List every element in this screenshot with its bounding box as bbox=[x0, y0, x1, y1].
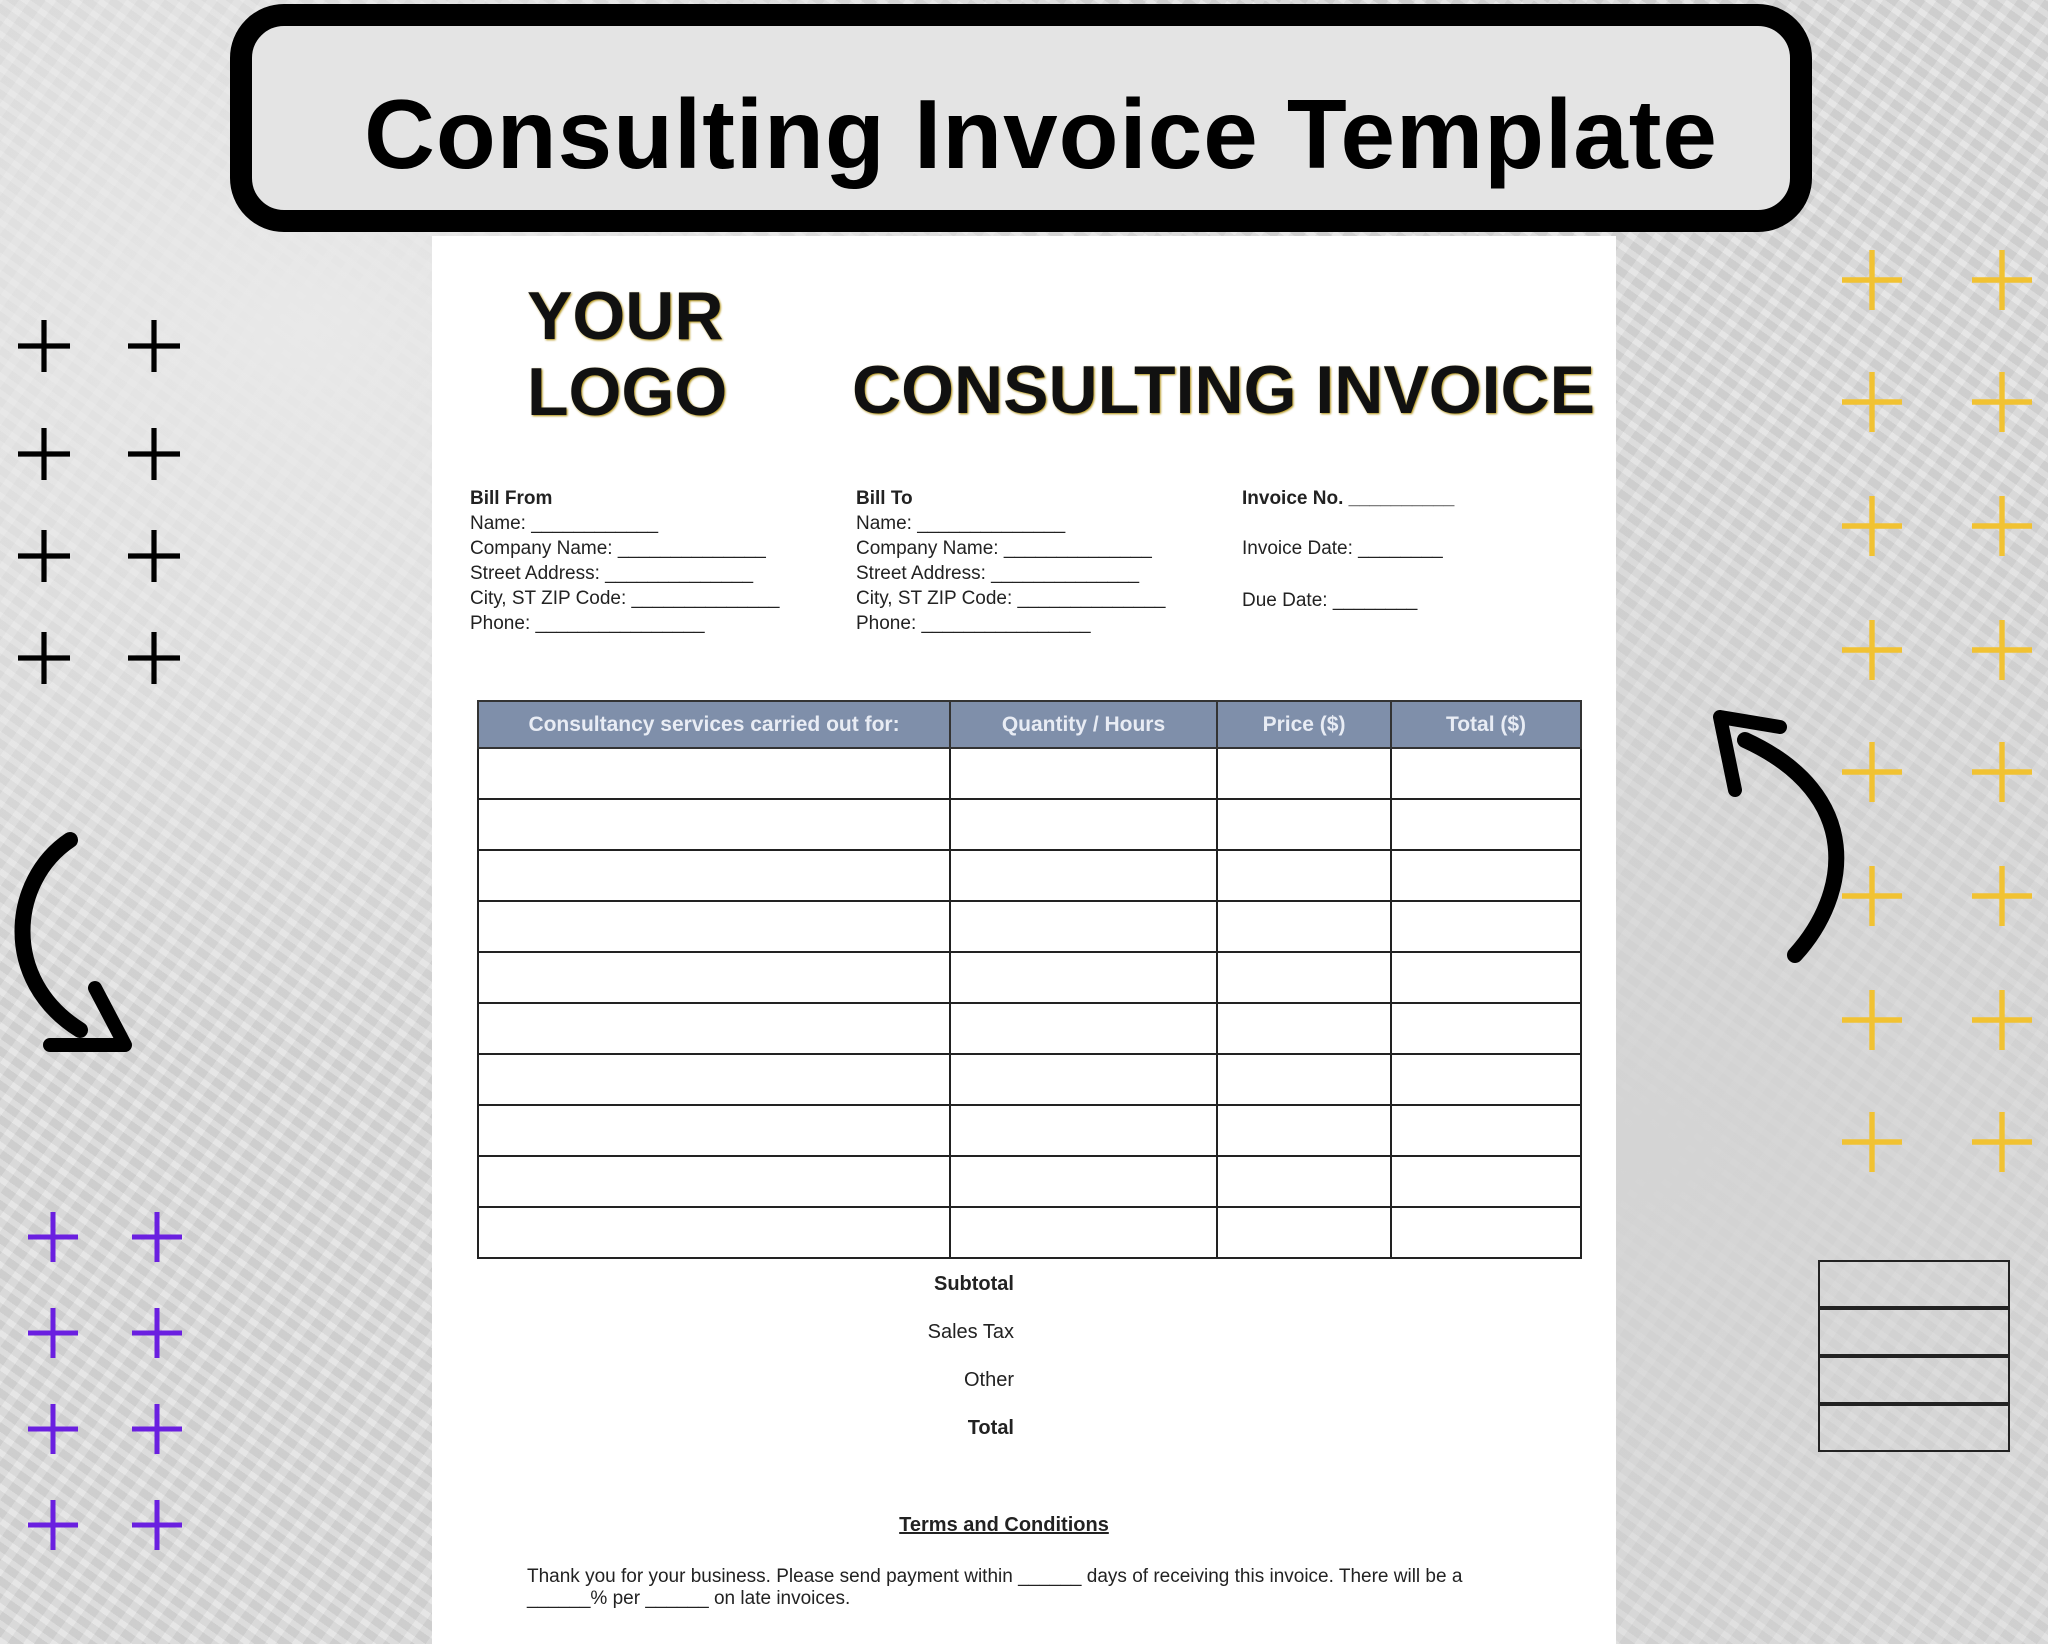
table-row bbox=[478, 748, 1581, 799]
table-cell[interactable] bbox=[478, 799, 950, 850]
table-cell[interactable] bbox=[1217, 850, 1391, 901]
table-body bbox=[478, 748, 1581, 1258]
logo-placeholder bbox=[527, 278, 727, 430]
bill-from-block bbox=[470, 486, 780, 636]
table-cell[interactable] bbox=[1217, 1156, 1391, 1207]
invoice-number: Invoice No. __________ bbox=[1242, 488, 1455, 509]
subtotal-label: Subtotal bbox=[934, 1273, 1014, 1295]
header-services: Consultancy services carried out for: bbox=[478, 701, 950, 748]
table-header-row bbox=[478, 701, 1581, 748]
sales-tax-box[interactable] bbox=[1818, 1308, 2010, 1356]
table-cell[interactable] bbox=[1217, 952, 1391, 1003]
plus-icon bbox=[1972, 866, 2032, 926]
table-cell[interactable] bbox=[478, 1207, 950, 1258]
table-row bbox=[478, 799, 1581, 850]
curved-arrow-down-right-icon bbox=[0, 830, 140, 1060]
plus-icon bbox=[28, 1308, 78, 1358]
table-cell[interactable] bbox=[1217, 799, 1391, 850]
plus-icon bbox=[1842, 866, 1902, 926]
table-cell[interactable] bbox=[1391, 1003, 1581, 1054]
plus-icon bbox=[1842, 1112, 1902, 1172]
plus-icon bbox=[1842, 990, 1902, 1050]
table-cell[interactable] bbox=[950, 1105, 1217, 1156]
table-cell[interactable] bbox=[1217, 1207, 1391, 1258]
other-label: Other bbox=[963, 1369, 1014, 1391]
table-cell[interactable] bbox=[950, 850, 1217, 901]
plus-icon bbox=[1842, 250, 1902, 310]
due-date: Due Date: ________ bbox=[1242, 590, 1418, 611]
plus-icon bbox=[132, 1212, 182, 1262]
plus-icon bbox=[28, 1404, 78, 1454]
plus-icon bbox=[128, 530, 180, 582]
table-cell[interactable] bbox=[478, 748, 950, 799]
bill-to-heading: Bill To bbox=[856, 488, 913, 509]
table-cell[interactable] bbox=[950, 1207, 1217, 1258]
table-cell[interactable] bbox=[1217, 1105, 1391, 1156]
sales-tax-label: Sales Tax bbox=[927, 1321, 1014, 1343]
table-cell[interactable] bbox=[950, 1156, 1217, 1207]
invoice-info-block bbox=[1242, 486, 1454, 613]
plus-icon bbox=[1972, 372, 2032, 432]
table-row bbox=[478, 952, 1581, 1003]
banner-title: Consulting Invoice Template bbox=[364, 79, 1718, 189]
table-cell[interactable] bbox=[950, 901, 1217, 952]
bill-from-street: Street Address: ______________ bbox=[470, 563, 754, 584]
table-cell[interactable] bbox=[1391, 952, 1581, 1003]
table-row bbox=[478, 1105, 1581, 1156]
title-banner bbox=[230, 4, 1812, 232]
table-cell[interactable] bbox=[1217, 901, 1391, 952]
total-box[interactable] bbox=[1818, 1404, 2010, 1452]
plus-icon bbox=[1972, 620, 2032, 680]
bill-to-city: City, ST ZIP Code: ______________ bbox=[856, 588, 1166, 609]
plus-icon bbox=[132, 1308, 182, 1358]
bill-to-phone: Phone: ________________ bbox=[856, 613, 1091, 634]
plus-icon bbox=[18, 320, 70, 372]
table-cell[interactable] bbox=[1391, 799, 1581, 850]
table-cell[interactable] bbox=[950, 799, 1217, 850]
plus-icon bbox=[128, 320, 180, 372]
table-row bbox=[478, 1207, 1581, 1258]
bill-to-street: Street Address: ______________ bbox=[856, 563, 1140, 584]
header-quantity: Quantity / Hours bbox=[950, 701, 1217, 748]
invoice-title: CONSULTING INVOICE bbox=[852, 352, 1595, 428]
table-cell[interactable] bbox=[478, 1105, 950, 1156]
table-cell[interactable] bbox=[950, 748, 1217, 799]
services-table bbox=[477, 700, 1582, 1259]
bill-from-name: Name: ____________ bbox=[470, 513, 659, 534]
plus-icon bbox=[128, 632, 180, 684]
table-row bbox=[478, 850, 1581, 901]
plus-icon bbox=[1972, 250, 2032, 310]
table-row bbox=[478, 1003, 1581, 1054]
table-cell[interactable] bbox=[950, 952, 1217, 1003]
table-cell[interactable] bbox=[1391, 1105, 1581, 1156]
plus-icon bbox=[132, 1500, 182, 1550]
plus-icon bbox=[1842, 742, 1902, 802]
table-cell[interactable] bbox=[478, 901, 950, 952]
plus-icon bbox=[1972, 496, 2032, 556]
table-row bbox=[478, 901, 1581, 952]
bill-from-company: Company Name: ______________ bbox=[470, 538, 766, 559]
bill-from-phone: Phone: ________________ bbox=[470, 613, 705, 634]
plus-icon bbox=[1972, 990, 2032, 1050]
plus-icon bbox=[28, 1212, 78, 1262]
terms-text: Thank you for your business. Please send payment within ______ days of receiving this invoice. There will be a ______% per ______ on late invoices. bbox=[527, 1566, 1463, 1609]
bill-from-heading: Bill From bbox=[470, 488, 553, 509]
plus-icon bbox=[1972, 1112, 2032, 1172]
table-cell[interactable] bbox=[478, 1156, 950, 1207]
plus-icon bbox=[1842, 620, 1902, 680]
other-box[interactable] bbox=[1818, 1356, 2010, 1404]
table-cell[interactable] bbox=[478, 1003, 950, 1054]
table-cell[interactable] bbox=[1217, 1054, 1391, 1105]
bill-to-block bbox=[856, 486, 1166, 636]
table-cell[interactable] bbox=[1391, 1207, 1581, 1258]
table-cell[interactable] bbox=[1217, 1003, 1391, 1054]
table-cell[interactable] bbox=[1391, 850, 1581, 901]
table-cell[interactable] bbox=[1391, 901, 1581, 952]
total-label: Total bbox=[967, 1417, 1014, 1439]
plus-icon bbox=[18, 530, 70, 582]
header-price: Price ($) bbox=[1217, 701, 1391, 748]
table-cell[interactable] bbox=[1391, 1054, 1581, 1105]
terms-heading: Terms and Conditions bbox=[899, 1514, 1109, 1536]
invoice-page bbox=[432, 236, 1616, 1644]
bill-to-company: Company Name: ______________ bbox=[856, 538, 1152, 559]
plus-icon bbox=[1972, 742, 2032, 802]
plus-icon bbox=[18, 632, 70, 684]
table-cell[interactable] bbox=[950, 1003, 1217, 1054]
table-cell[interactable] bbox=[950, 1054, 1217, 1105]
plus-icon bbox=[128, 428, 180, 480]
table-cell[interactable] bbox=[478, 1054, 950, 1105]
plus-icon bbox=[18, 428, 70, 480]
header-total: Total ($) bbox=[1391, 701, 1581, 748]
table-row bbox=[478, 1156, 1581, 1207]
table-cell[interactable] bbox=[478, 952, 950, 1003]
table-cell[interactable] bbox=[478, 850, 950, 901]
bill-to-name: Name: ______________ bbox=[856, 513, 1066, 534]
bill-from-city: City, ST ZIP Code: ______________ bbox=[470, 588, 780, 609]
invoice-date: Invoice Date: ________ bbox=[1242, 538, 1443, 559]
table-cell[interactable] bbox=[1391, 748, 1581, 799]
table-cell[interactable] bbox=[1217, 748, 1391, 799]
subtotal-box[interactable] bbox=[1818, 1260, 2010, 1308]
logo-line-1: YOUR bbox=[527, 278, 724, 354]
plus-icon bbox=[1842, 496, 1902, 556]
table-cell[interactable] bbox=[1391, 1156, 1581, 1207]
plus-icon bbox=[132, 1404, 182, 1454]
table-row bbox=[478, 1054, 1581, 1105]
plus-icon bbox=[1842, 372, 1902, 432]
plus-icon bbox=[28, 1500, 78, 1550]
logo-line-2: LOGO bbox=[527, 354, 728, 430]
